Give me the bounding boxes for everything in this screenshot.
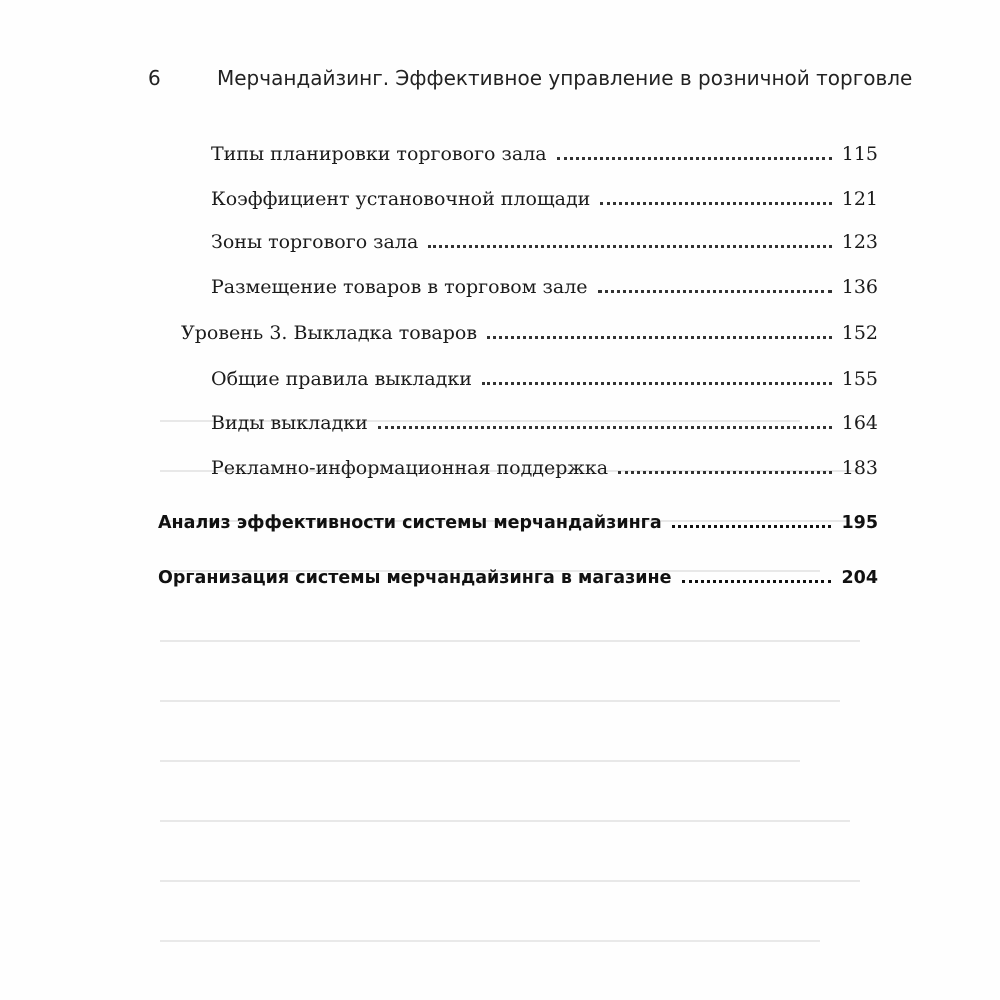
book-title: Мерчандайзинг. Эффективное управление в розничной торговле: [217, 66, 913, 90]
toc-entry-page: 115: [841, 143, 878, 165]
toc-entry: [211, 457, 878, 479]
toc-entry: [211, 188, 878, 210]
dot-leader: [682, 580, 832, 583]
toc-entry-page: 136: [841, 276, 878, 298]
toc-entry: [211, 231, 878, 253]
page-number: 6: [148, 66, 161, 90]
toc-entry-page: 155: [841, 368, 878, 390]
dot-leader: [487, 336, 832, 339]
toc-entry-page: 164: [841, 412, 878, 434]
toc-entry-label: Рекламно-информационная поддержка: [211, 457, 609, 479]
dot-leader: [482, 382, 832, 385]
toc-entry: [211, 143, 878, 165]
show-through-texture: [160, 400, 870, 990]
toc-entry-page: 183: [841, 457, 878, 479]
toc-entry-page: 121: [841, 188, 878, 210]
toc-entry-label: Типы планировки торгового зала: [211, 143, 547, 165]
toc-entry: [181, 322, 878, 344]
toc-entry-page: 152: [841, 322, 878, 344]
toc-entry-page: 204: [841, 568, 878, 588]
dot-leader: [618, 471, 832, 474]
dot-leader: [557, 157, 832, 160]
toc-entry-label: Коэффициент установочной площади: [211, 188, 591, 210]
dot-leader: [600, 202, 831, 205]
toc-entry-label: Зоны торгового зала: [211, 231, 419, 253]
toc-entry-label: Уровень 3. Выкладка товаров: [181, 322, 478, 344]
toc-entry: [211, 368, 878, 390]
toc-entry-label: Общие правила выкладки: [211, 368, 472, 390]
dot-leader: [598, 290, 832, 293]
toc-entry-page: 195: [841, 513, 878, 533]
toc-entry-label: Виды выкладки: [211, 412, 368, 434]
toc-chapter-entry: [158, 568, 878, 588]
toc-entry-label: Организация системы мерчандайзинга в магазине: [158, 568, 672, 588]
dot-leader: [428, 245, 831, 248]
running-head: [145, 66, 913, 100]
toc-entry-label: Анализ эффективности системы мерчандайзинга: [158, 513, 662, 533]
toc-chapter-entry: [158, 513, 878, 533]
dot-leader: [672, 525, 832, 528]
toc-entry: [211, 412, 878, 434]
toc-entry-page: 123: [841, 231, 878, 253]
toc-entry: [211, 276, 878, 298]
dot-leader: [378, 426, 832, 429]
toc-entry-label: Размещение товаров в торговом зале: [211, 276, 588, 298]
